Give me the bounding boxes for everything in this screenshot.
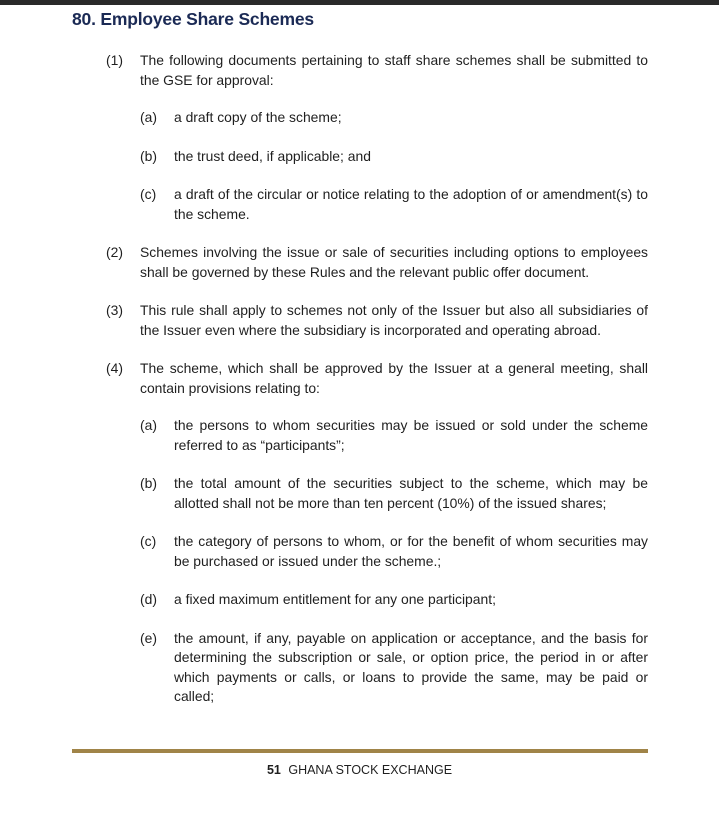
subclause-text: the category of persons to whom, or for the benefit of whom securities may be purchased or issued under the scheme.;	[174, 533, 648, 569]
page-number: 51	[266, 763, 281, 777]
subclause-item	[140, 474, 648, 513]
subclause-letter: (a)	[140, 109, 157, 125]
subclause-item	[140, 185, 648, 224]
subclause-letter: (e)	[140, 629, 157, 646]
subclause-item	[140, 108, 648, 128]
subclause-letter: (c)	[140, 186, 157, 202]
subclause-letter: (b)	[140, 475, 157, 491]
clause-2	[106, 243, 648, 282]
subclause-text: the amount, if any, payable on application or acceptance, and the basis for determining the subscription or sale, or option price, the period in or after which payments or calls, or loans to provide the same, may be paid or called;	[174, 629, 648, 704]
section-heading	[72, 9, 314, 30]
footer-rule	[72, 749, 648, 753]
page-footer	[0, 763, 719, 777]
footer-organization: GHANA STOCK EXCHANGE	[288, 763, 453, 777]
subclause-letter: (d)	[140, 591, 157, 607]
subclause-letter: (c)	[140, 533, 157, 549]
clause-text: The following documents pertaining to staff share schemes shall be submitted to the GSE for approval:	[140, 52, 648, 88]
subclause-item	[140, 590, 648, 610]
clause-text: This rule shall apply to schemes not only of the Issuer but also all subsidiaries of the Issuer even where the subsidiary is incorporated and operating abroad.	[140, 302, 648, 338]
section-number: 80.	[72, 9, 96, 29]
subclause-text: a draft of the circular or notice relating to the adoption of or amendment(s) to the scheme.	[174, 186, 648, 222]
subclause-text: the total amount of the securities subject to the scheme, which may be allotted shall not be more than ten percent (10%) of the issued shares;	[174, 475, 648, 511]
section-title: Employee Share Schemes	[100, 9, 314, 29]
subclause-item	[140, 147, 648, 167]
subclause-item	[140, 416, 648, 455]
clause-text: The scheme, which shall be approved by the Issuer at a general meeting, shall contain provisions relating to:	[140, 360, 648, 396]
clause-number: (3)	[106, 302, 123, 318]
subclause-list	[140, 416, 648, 707]
subclause-text: the persons to whom securities may be issued or sold under the scheme referred to as “participants”;	[174, 417, 648, 453]
clause-number: (1)	[106, 52, 123, 68]
subclause-letter: (b)	[140, 147, 157, 164]
subclause-list	[140, 108, 648, 224]
subclause-item	[140, 629, 648, 707]
subclause-item	[140, 532, 648, 571]
subclause-letter: (a)	[140, 417, 157, 433]
subclause-text: a draft copy of the scheme;	[174, 109, 342, 125]
clause-1	[106, 51, 648, 224]
subclause-text: a fixed maximum entitlement for any one participant;	[174, 591, 496, 607]
subclause-text: the trust deed, if applicable; and	[174, 147, 371, 164]
clause-4	[106, 359, 648, 707]
clause-text: Schemes involving the issue or sale of securities including options to employees shall be governed by these Rules and the relevant public offer document.	[140, 244, 648, 280]
clause-number: (4)	[106, 360, 123, 376]
clause-list	[106, 51, 648, 707]
top-border	[0, 0, 719, 5]
clause-number: (2)	[106, 244, 123, 260]
clause-3	[106, 301, 648, 340]
